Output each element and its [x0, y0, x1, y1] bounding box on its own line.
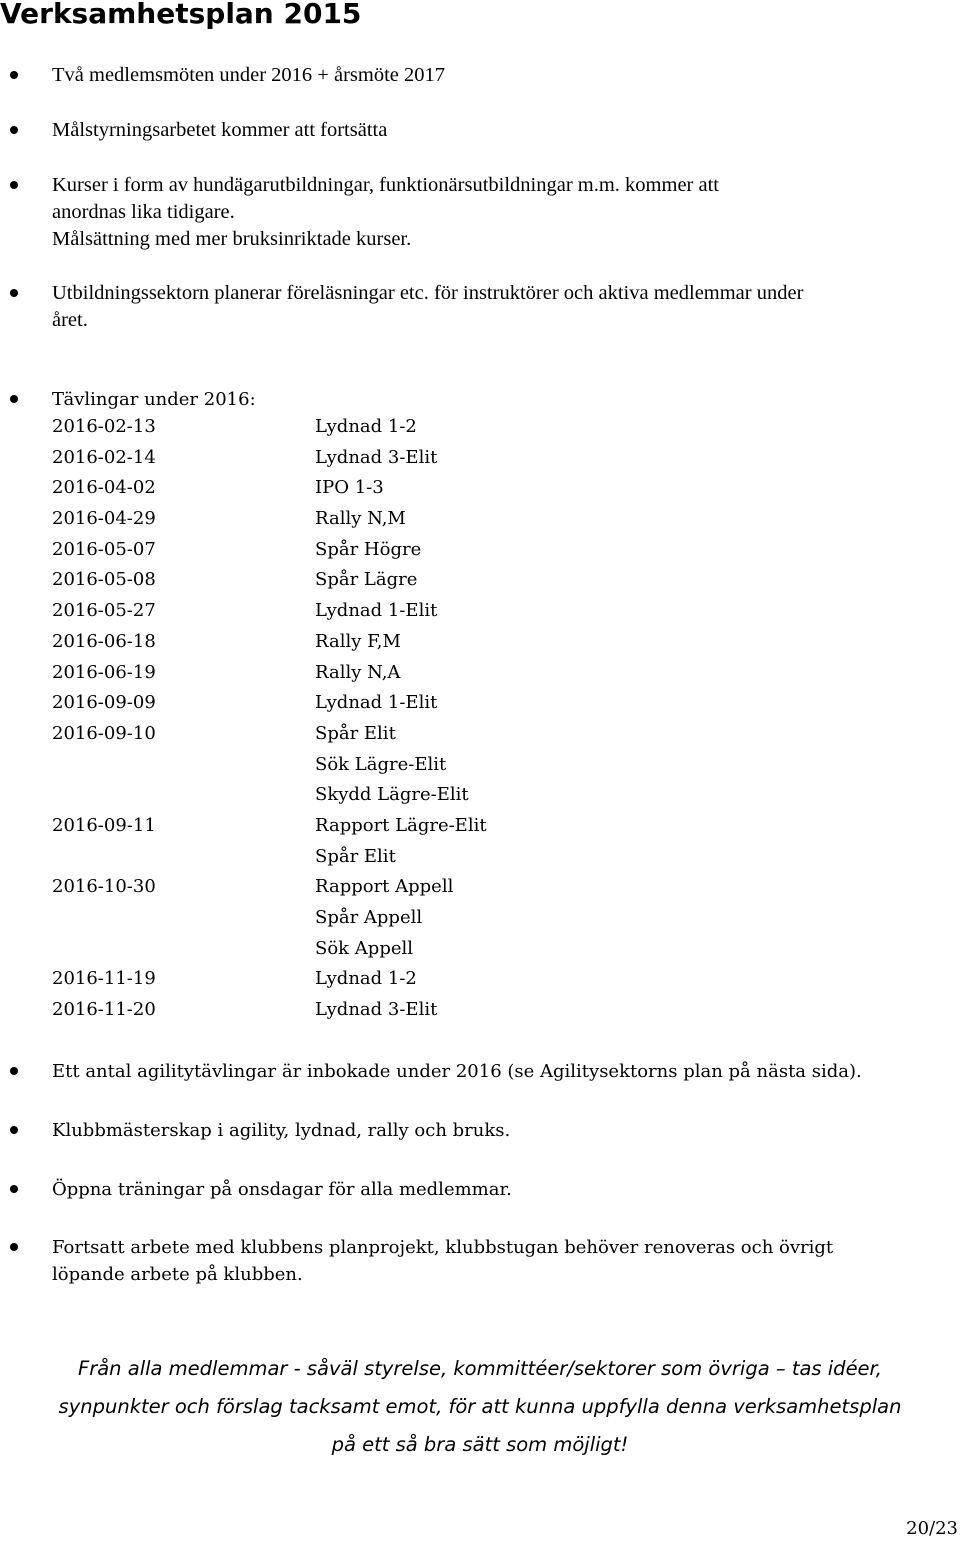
schedule-event: Spår Elit [315, 845, 396, 867]
schedule-date: 2016-09-10 [52, 722, 156, 744]
table-row [52, 443, 487, 474]
schedule-date [52, 903, 315, 934]
schedule-event: Lydnad 3-Elit [315, 999, 438, 1021]
bullet-item [52, 1176, 952, 1203]
competitions-heading: Tävlingar under 2016: [52, 389, 256, 410]
page-number: 20/23 [906, 1518, 958, 1539]
table-row [52, 811, 487, 842]
schedule-event: Rally N,A [315, 661, 401, 683]
schedule-date: 2016-11-20 [52, 999, 156, 1021]
closing-statement [0, 1350, 960, 1464]
closing-line: på ett så bra sätt som möjligt! [331, 1433, 629, 1456]
schedule-event: Spår Högre [315, 538, 422, 560]
bullet-item [52, 172, 952, 253]
bullet-text: året. [52, 309, 88, 331]
table-row [52, 412, 487, 443]
schedule-date: 2016-09-09 [52, 692, 156, 714]
table-row [52, 658, 487, 689]
closing-line: Från alla medlemmar - såväl styrelse, kommittéer/sektorer som övriga – tas idéer, [78, 1357, 882, 1380]
bullet-text: Ett antal agilitytävlingar är inbokade under 2016 (se Agilitysektorns plan på nästa sida). [52, 1061, 862, 1082]
schedule-event: Rapport Appell [315, 876, 454, 898]
table-row [52, 535, 487, 566]
schedule-event: Lydnad 3-Elit [315, 446, 438, 468]
schedule-event: Lydnad 1-2 [315, 416, 417, 437]
table-row [52, 903, 487, 934]
table-row [52, 934, 487, 965]
schedule-date: 2016-02-13 [52, 416, 156, 437]
bullet-text: löpande arbete på klubben. [52, 1264, 303, 1285]
bullet-item [52, 62, 952, 89]
schedule-date [52, 842, 315, 873]
bullet-item [52, 280, 952, 334]
schedule-date: 2016-11-19 [52, 968, 156, 990]
bullet-text: Utbildningssektorn planerar föreläsningar etc. för instruktörer och aktiva medlemmar under [52, 282, 804, 304]
table-row [52, 473, 487, 504]
schedule-date [52, 780, 315, 811]
schedule-event: IPO 1-3 [315, 477, 384, 499]
closing-line: synpunkter och förslag tacksamt emot, för att kunna uppfylla denna verksamhetsplan [58, 1395, 902, 1418]
table-row [52, 719, 487, 750]
page-title: Verksamhetsplan 2015 [0, 0, 362, 30]
schedule-event: Sök Lägre-Elit [315, 753, 447, 775]
schedule-event: Rally F,M [315, 630, 401, 652]
schedule-event: Lydnad 1-2 [315, 968, 417, 990]
table-row [52, 995, 487, 1026]
schedule-event: Spår Elit [315, 722, 396, 744]
bullet-text: Kurser i form av hundägarutbildningar, funktionärsutbildningar m.m. kommer att [52, 174, 719, 196]
schedule-event: Spår Appell [315, 907, 423, 928]
competitions-heading-item [52, 386, 952, 413]
bullet-text: Två medlemsmöten under 2016 + årsmöte 2017 [52, 64, 446, 86]
schedule-date: 2016-09-11 [52, 814, 156, 836]
table-row [52, 596, 487, 627]
bullet-text: Fortsatt arbete med klubbens planprojekt, klubbstugan behöver renoveras och övrigt [52, 1237, 834, 1258]
table-row [52, 688, 487, 719]
schedule-event: Rally N,M [315, 508, 406, 530]
schedule-date [52, 750, 315, 781]
schedule-date [52, 934, 315, 965]
schedule-date: 2016-10-30 [52, 876, 156, 898]
schedule-event: Sök Appell [315, 937, 414, 959]
bullet-item [52, 117, 952, 144]
table-row [52, 750, 487, 781]
schedule-date: 2016-06-19 [52, 661, 156, 683]
schedule-event: Spår Lägre [315, 569, 418, 591]
table-row [52, 627, 487, 658]
table-row [52, 872, 487, 903]
bullet-text: anordnas lika tidigare. [52, 201, 235, 223]
schedule-event: Lydnad 1-Elit [315, 692, 438, 714]
schedule-event: Rapport Lägre-Elit [315, 814, 487, 836]
bullet-text: Klubbmästerskap i agility, lydnad, rally och bruks. [52, 1120, 511, 1141]
schedule-date: 2016-06-18 [52, 630, 156, 652]
bullet-text: Öppna träningar på onsdagar för alla medlemmar. [52, 1179, 512, 1200]
bullet-item [52, 1117, 952, 1144]
table-row [52, 842, 487, 873]
schedule-date: 2016-05-08 [52, 569, 156, 591]
table-row [52, 504, 487, 535]
schedule-date: 2016-04-02 [52, 477, 156, 499]
schedule-date: 2016-04-29 [52, 508, 156, 530]
bullet-item [52, 1234, 952, 1288]
schedule-event: Skydd Lägre-Elit [315, 784, 469, 806]
bullet-text: Målstyrningsarbetet kommer att fortsätta [52, 119, 388, 141]
bullet-text: Målsättning med mer bruksinriktade kurser. [52, 228, 412, 250]
competition-schedule [52, 412, 487, 1026]
schedule-date: 2016-05-27 [52, 600, 156, 622]
table-row [52, 964, 487, 995]
schedule-date: 2016-05-07 [52, 538, 156, 560]
schedule-date: 2016-02-14 [52, 446, 156, 468]
table-row [52, 565, 487, 596]
bullet-item [52, 1058, 952, 1085]
schedule-event: Lydnad 1-Elit [315, 600, 438, 622]
table-row [52, 780, 487, 811]
